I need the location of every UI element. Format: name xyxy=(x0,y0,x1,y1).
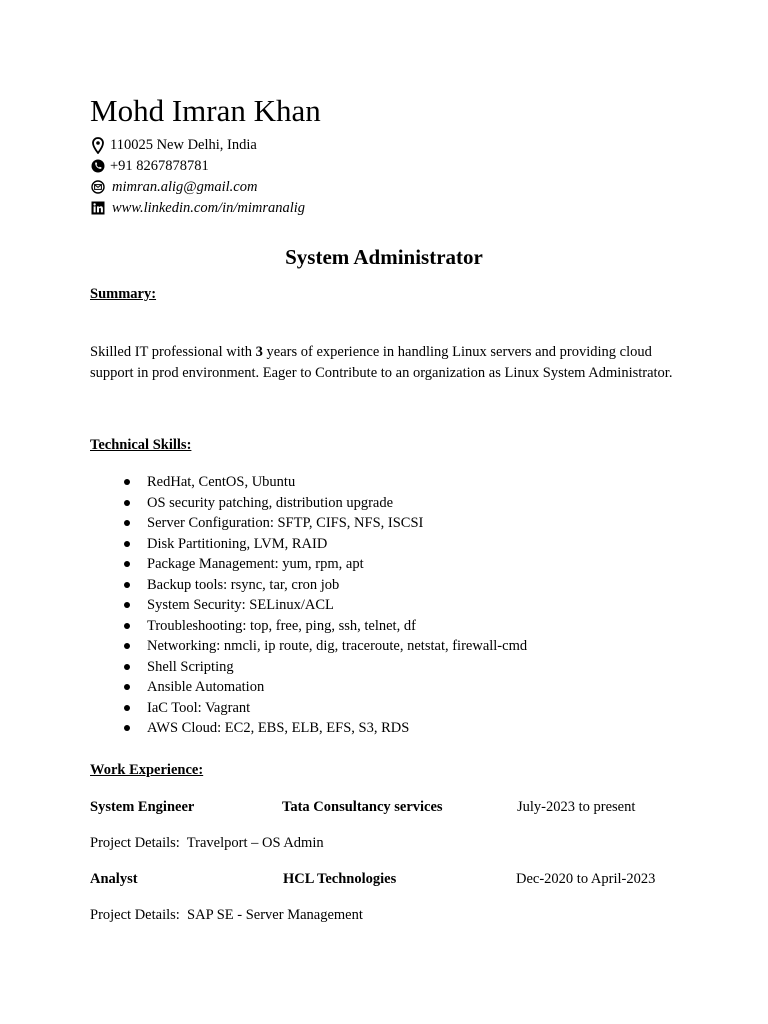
job-dates: July-2023 to present xyxy=(517,799,636,815)
contact-linkedin xyxy=(90,199,305,217)
bullet-icon xyxy=(124,643,130,649)
bullet-icon xyxy=(124,705,130,711)
skill-text: Troubleshooting: top, free, ping, ssh, telnet, df xyxy=(147,617,416,634)
skill-text: IaC Tool: Vagrant xyxy=(147,699,251,716)
bullet-icon xyxy=(124,500,130,506)
job-role: Analyst xyxy=(90,871,138,887)
job-role: System Engineer xyxy=(90,799,195,815)
skill-text: Backup tools: rsync, tar, cron job xyxy=(147,576,340,593)
contact-address xyxy=(90,136,257,154)
job-dates: Dec-2020 to April-2023 xyxy=(516,871,656,887)
skill-item xyxy=(90,575,527,596)
skill-item xyxy=(90,616,527,637)
bullet-icon xyxy=(124,602,130,608)
skill-text: System Security: SELinux/ACL xyxy=(147,597,334,613)
skill-item xyxy=(90,657,527,678)
bullet-icon xyxy=(124,684,130,690)
skill-item xyxy=(90,534,527,555)
contact-phone xyxy=(90,157,209,175)
skill-text: Package Management: yum, rpm, apt xyxy=(147,556,364,572)
phone-icon xyxy=(90,158,106,174)
skill-text: AWS Cloud: EC2, EBS, ELB, EFS, S3, RDS xyxy=(147,720,410,736)
bullet-icon xyxy=(124,561,130,567)
skills-list xyxy=(90,472,527,739)
summary-text xyxy=(90,342,690,383)
work-heading: Work Experience: xyxy=(90,762,204,778)
skill-text: Disk Partitioning, LVM, RAID xyxy=(147,535,328,552)
candidate-name: Mohd Imran Khan xyxy=(90,93,321,128)
skill-item xyxy=(90,677,527,698)
bullet-icon xyxy=(124,664,130,670)
bullet-icon xyxy=(124,623,130,629)
summary-text-part2: years of experience in handling Linux servers and providing cloud support in prod environment. Eager to Contribute to an organization as Linux System Administrator. xyxy=(90,344,673,381)
phone-text: +91 8267878781 xyxy=(110,158,209,174)
email-link[interactable]: mimran.alig@gmail.com xyxy=(112,179,258,195)
skill-text: Networking: nmcli, ip route, dig, traceroute, netstat, firewall-cmd xyxy=(147,638,528,654)
summary-heading: Summary: xyxy=(90,286,157,302)
skill-item xyxy=(90,718,527,739)
skill-item xyxy=(90,698,527,719)
skill-text: Ansible Automation xyxy=(147,679,265,695)
contact-email xyxy=(90,178,257,196)
job-project: Project Details: Travelport – OS Admin xyxy=(90,835,324,851)
skill-item xyxy=(90,472,527,493)
address-text: 110025 New Delhi, India xyxy=(110,137,257,153)
bullet-icon xyxy=(124,520,130,526)
skill-item xyxy=(90,513,527,534)
skill-text: RedHat, CentOS, Ubuntu xyxy=(147,474,296,490)
bullet-icon xyxy=(124,725,130,731)
summary-years: 3 xyxy=(255,344,263,360)
skill-item xyxy=(90,554,527,575)
location-pin-icon xyxy=(90,137,106,153)
skill-item xyxy=(90,636,527,657)
job-title: System Administrator xyxy=(285,245,483,269)
linkedin-icon xyxy=(90,200,106,216)
job-company: Tata Consultancy services xyxy=(282,799,443,815)
linkedin-link[interactable]: www.linkedin.com/in/mimranalig xyxy=(112,200,306,216)
skill-text: Shell Scripting xyxy=(147,658,234,675)
skill-item xyxy=(90,493,527,514)
job-project: Project Details: SAP SE - Server Management xyxy=(90,907,363,923)
job-company: HCL Technologies xyxy=(283,871,397,887)
skill-text: OS security patching, distribution upgrade xyxy=(147,494,394,511)
bullet-icon xyxy=(124,541,130,547)
skill-text: Server Configuration: SFTP, CIFS, NFS, ISCSI xyxy=(147,515,424,531)
bullet-icon xyxy=(124,479,130,485)
bullet-icon xyxy=(124,582,130,588)
skill-item xyxy=(90,595,527,616)
skills-heading: Technical Skills: xyxy=(90,437,192,453)
summary-text-part1: Skilled IT professional with xyxy=(90,344,256,360)
email-icon xyxy=(90,179,106,195)
